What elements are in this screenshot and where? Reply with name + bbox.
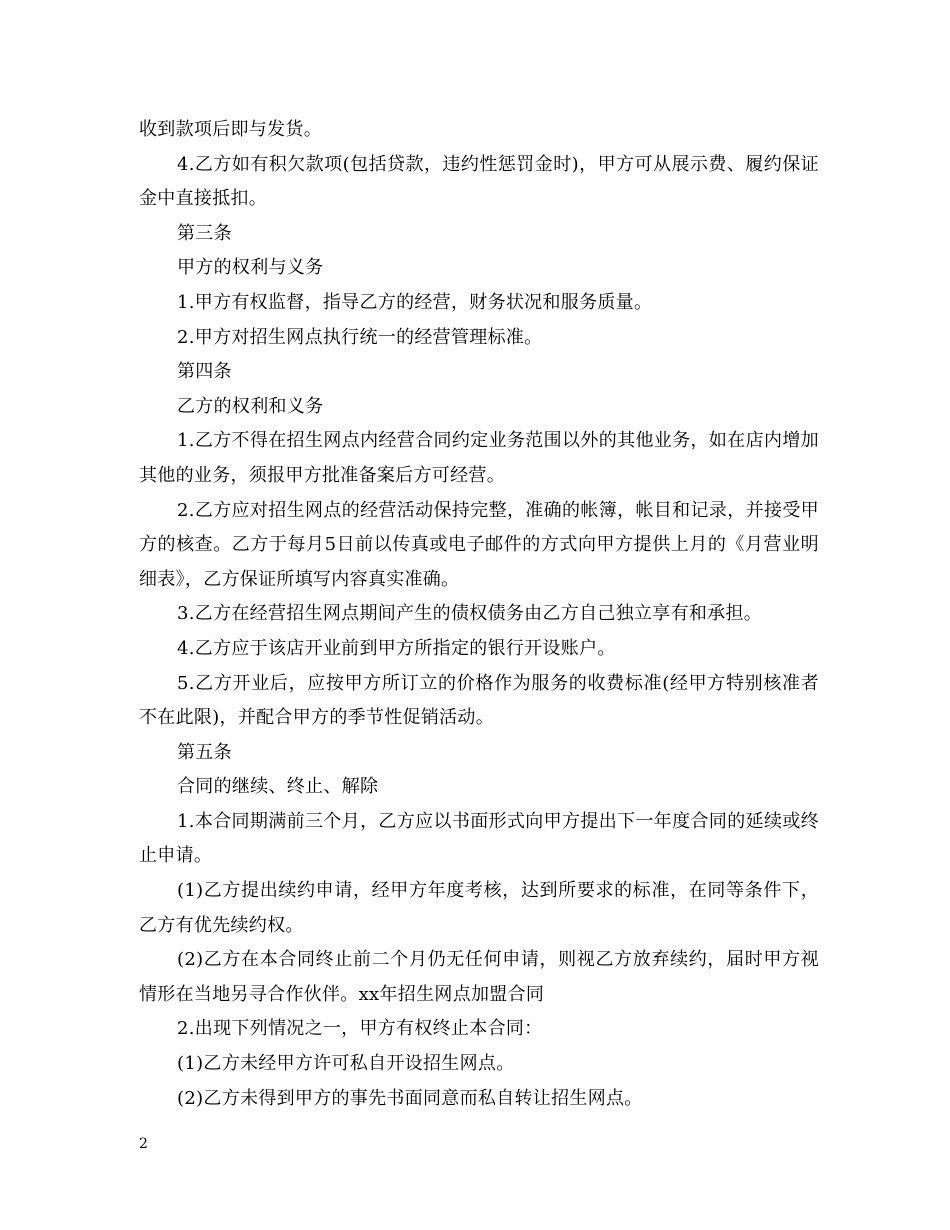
contract-paragraph: 2.乙方应对招生网点的经营活动保持完整，准确的帐簿，帐目和记录，并接受甲方的核查。乙方于每月5日前以传真或电子邮件的方式向甲方提供上月的《月营业明细表》，乙方保证所填写内容真实准确。 <box>139 499 819 590</box>
contract-paragraph: 第三条 <box>177 222 232 244</box>
contract-paragraph: (1)乙方未经甲方许可私自开设招生网点。 <box>177 1053 515 1075</box>
page-number: 2 <box>139 1136 148 1152</box>
contract-paragraph: 3.乙方在经营招生网点期间产生的债权债务由乙方自己独立享有和承担。 <box>177 603 763 625</box>
contract-paragraph: (2)乙方在本合同终止前二个月仍无任何申请，则视乙方放弃续约，届时甲方视情形在当地另寻合作伙伴。xx年招生网点加盟合同 <box>139 949 819 1005</box>
contract-paragraph: 1.乙方不得在招生网点内经营合同约定业务范围以外的其他业务，如在店内增加其他的业务，须报甲方批准备案后方可经营。 <box>139 430 819 486</box>
contract-paragraph: (1)乙方提出续约申请，经甲方年度考核，达到所要求的标准，在同等条件下，乙方有优先续约权。 <box>139 880 819 936</box>
contract-paragraph: 1.本合同期满前三个月，乙方应以书面形式向甲方提出下一年度合同的延续或终止申请。 <box>139 810 819 867</box>
contract-paragraph: 2.甲方对招生网点执行统一的经营管理标准。 <box>177 326 543 348</box>
contract-paragraph: 5.乙方开业后，应按甲方所订立的价格作为服务的收费标准(经甲方特别核准者不在此限)，并配合甲方的季节性促销活动。 <box>139 672 819 729</box>
contract-paragraph: 2.出现下列情况之一，甲方有权终止本合同： <box>177 1018 543 1040</box>
contract-paragraph: 第四条 <box>177 361 232 383</box>
contract-paragraph: 乙方的权利和义务 <box>177 395 324 417</box>
contract-paragraph: (2)乙方未得到甲方的事先书面同意而私自转让招生网点。 <box>177 1087 643 1109</box>
contract-paragraph: 合同的继续、终止、解除 <box>177 776 379 798</box>
contract-paragraph: 收到款项后即与发货。 <box>139 119 322 140</box>
contract-paragraph: 甲方的权利与义务 <box>177 257 324 279</box>
contract-paragraph: 第五条 <box>177 741 232 763</box>
contract-paragraph: 4.乙方应于该店开业前到甲方所指定的银行开设账户。 <box>177 637 616 659</box>
contract-paragraph: 4.乙方如有积欠款项(包括贷款，违约性惩罚金时)，甲方可从展示费、履约保证金中直接抵扣。 <box>139 153 819 210</box>
contract-paragraph: 1.甲方有权监督，指导乙方的经营，财务状况和服务质量。 <box>177 291 653 313</box>
document-body <box>139 113 819 1116</box>
